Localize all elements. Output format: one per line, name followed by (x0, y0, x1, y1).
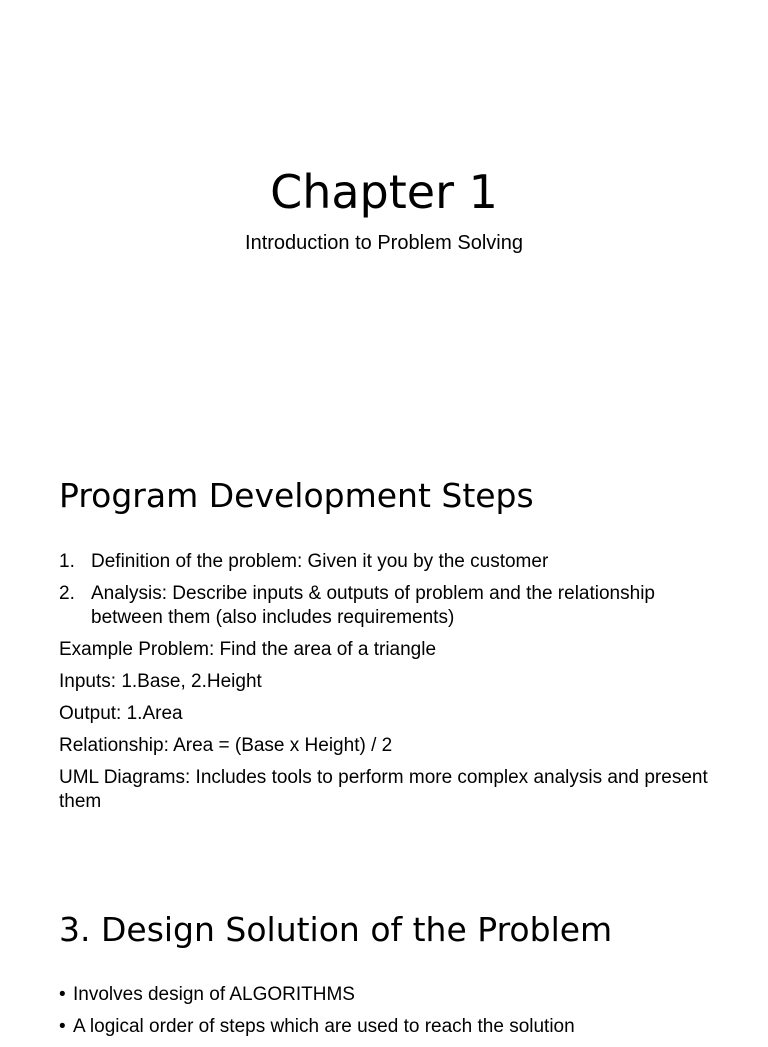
numbered-item (59, 550, 719, 574)
slide-heading: Program Development Steps (59, 476, 534, 515)
slide-subtitle: Introduction to Problem Solving (245, 232, 523, 254)
slide-design-solution (0, 864, 768, 1037)
item-text: Analysis: Describe inputs & outputs of problem and the relationship between them (also includes requirements) (91, 583, 655, 628)
item-number: 2. (59, 583, 75, 604)
paragraph-relationship: Relationship: Area = (Base x Height) / 2 (59, 735, 393, 756)
slide-heading: 3. Design Solution of the Problem (59, 910, 613, 949)
slide-body (59, 983, 719, 1047)
item-text: Definition of the problem: Given it you by the customer (91, 551, 549, 572)
paragraph-inputs: Inputs: 1.Base, 2.Height (59, 671, 262, 692)
slide-title (0, 0, 768, 432)
slide-program-development (0, 432, 768, 864)
bullet-item (59, 1015, 719, 1039)
bullet-text: Involves design of ALGORITHMS (73, 984, 355, 1005)
slide-body (59, 550, 719, 822)
item-number: 1. (59, 551, 75, 572)
paragraph-uml-diagrams: UML Diagrams: Includes tools to perform more complex analysis and present them (59, 767, 708, 812)
bullet-item (59, 983, 719, 1007)
bullet-icon: • (59, 984, 66, 1005)
bullet-icon: • (59, 1016, 66, 1037)
numbered-item (59, 582, 719, 630)
bullet-text: A logical order of steps which are used to reach the solution (73, 1016, 575, 1037)
slide-title-heading: Chapter 1 (270, 165, 498, 219)
paragraph-example-problem: Example Problem: Find the area of a triangle (59, 639, 437, 660)
paragraph-output: Output: 1.Area (59, 703, 183, 724)
